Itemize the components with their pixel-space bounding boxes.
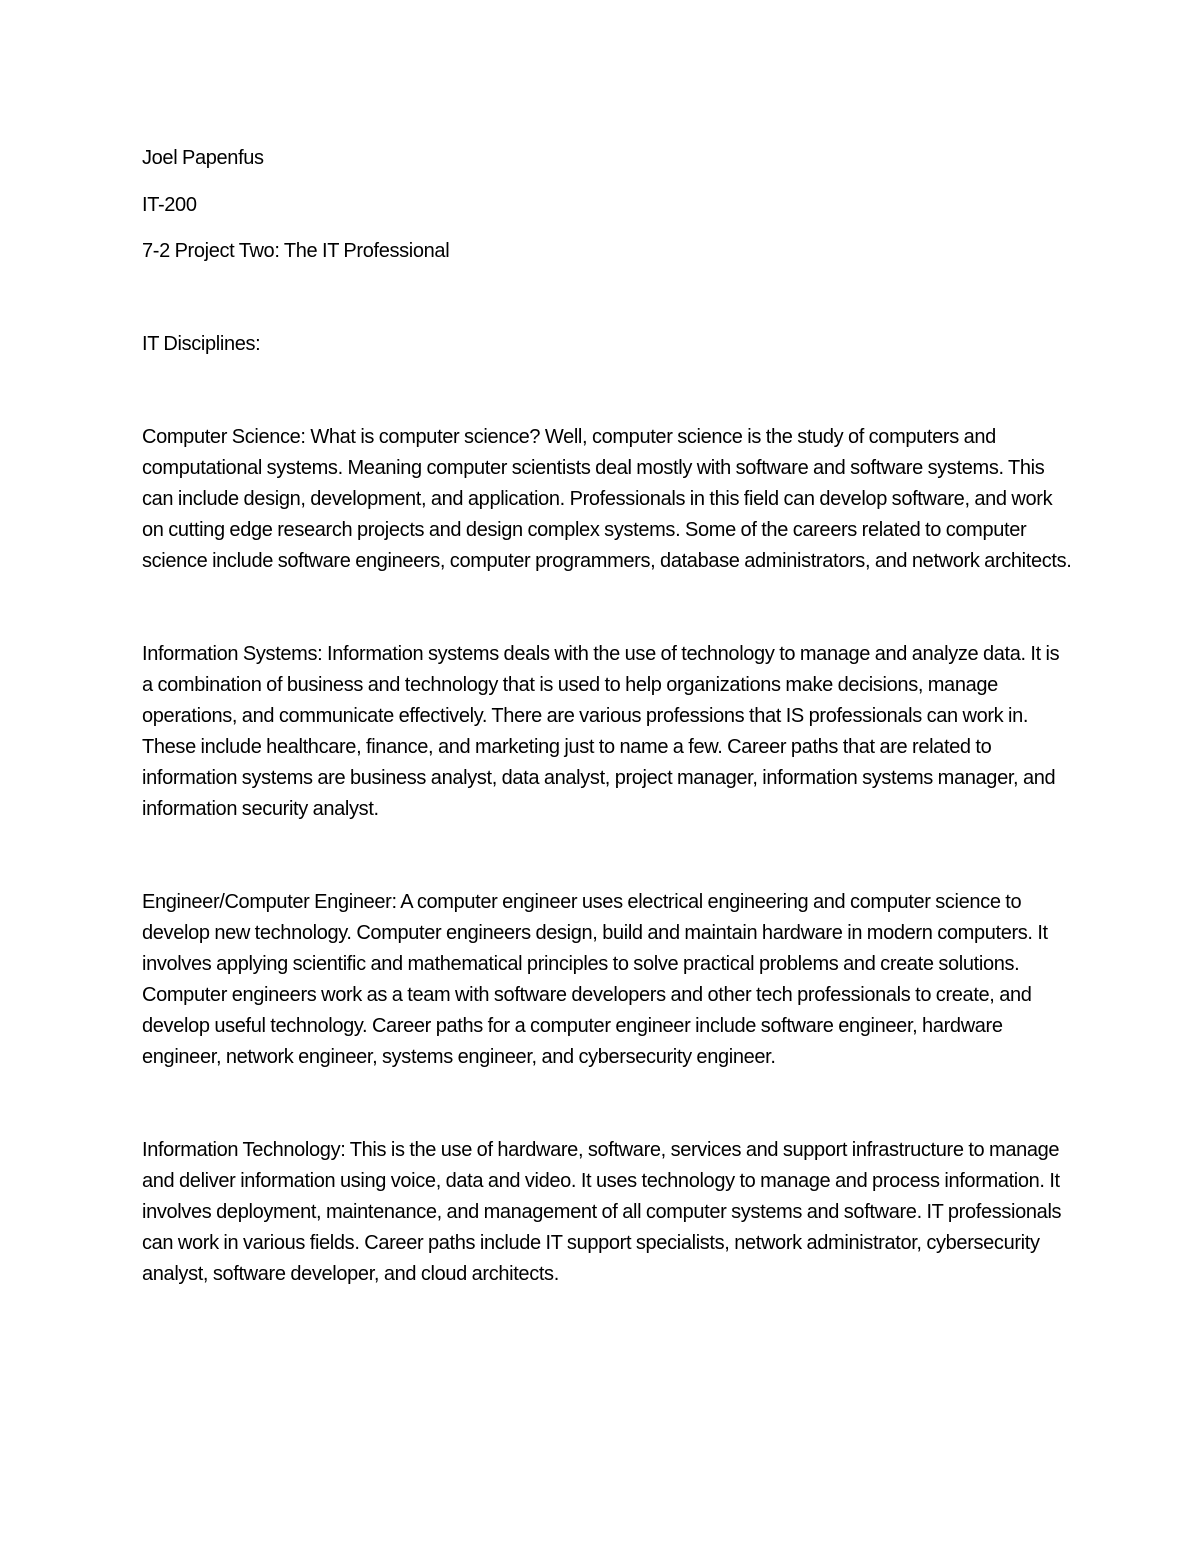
paragraph-text: What is computer science? Well, computer science is the study of computers and computational systems. Meaning computer scientists deal mostly with software and software systems. This can include design, development, and application. Professionals in this field can develop software, and work on cutting edge research projects and design complex systems. Some of the careers related to computer science include software engineers, computer programmers, database administrators, and network architects.	[142, 426, 1072, 572]
paragraph-text: A computer engineer uses electrical engineering and computer science to develop new technology. Computer engineers design, build and maintain hardware in modern computers. It involves applying scientific and mathematical principles to solve practical problems and create solutions. Computer engineers work as a team with software developers and other tech professionals to create, and develop useful technology. Career paths for a computer engineer include software engineer, hardware engineer, network engineer, systems engineer, and cybersecurity engineer.	[142, 891, 1048, 1068]
paragraph-lead: Information Systems:	[142, 643, 323, 665]
paragraph-text: This is the use of hardware, software, services and support infrastructure to manage and deliver information using voice, data and video. It uses technology to manage and process information. It involves deployment, maintenance, and management of all computer systems and software. IT professionals can work in various fields. Career paths include IT support specialists, network administrator, cybersecurity analyst, software developer, and cloud architects.	[142, 1139, 1062, 1285]
section-heading: IT Disciplines:	[142, 333, 261, 355]
paragraph-lead: Information Technology:	[142, 1139, 346, 1161]
course-code: IT-200	[142, 193, 197, 216]
paragraph-text: Information systems deals with the use of technology to manage and analyze data. It is a combination of business and technology that is used to help organizations make decisions, manage operations, and communicate effectively. There are various professions that IS professionals can work in. These include healthcare, finance, and marketing just to name a few. Career paths that are related to information systems are business analyst, data analyst, project manager, information systems manager, and information security analyst.	[142, 643, 1060, 820]
author-name: Joel Papenfus	[142, 147, 264, 169]
paragraph-lead: Engineer/Computer Engineer:	[142, 891, 397, 913]
assignment-title: 7-2 Project Two: The IT Professional	[142, 240, 450, 262]
document-body	[142, 143, 1072, 1352]
paragraph-lead: Computer Science:	[142, 426, 306, 448]
paragraph-computer-science	[142, 422, 1072, 577]
paragraph-computer-engineer	[142, 887, 1072, 1073]
paragraph-information-systems	[142, 639, 1072, 825]
paragraph-information-technology	[142, 1135, 1072, 1290]
